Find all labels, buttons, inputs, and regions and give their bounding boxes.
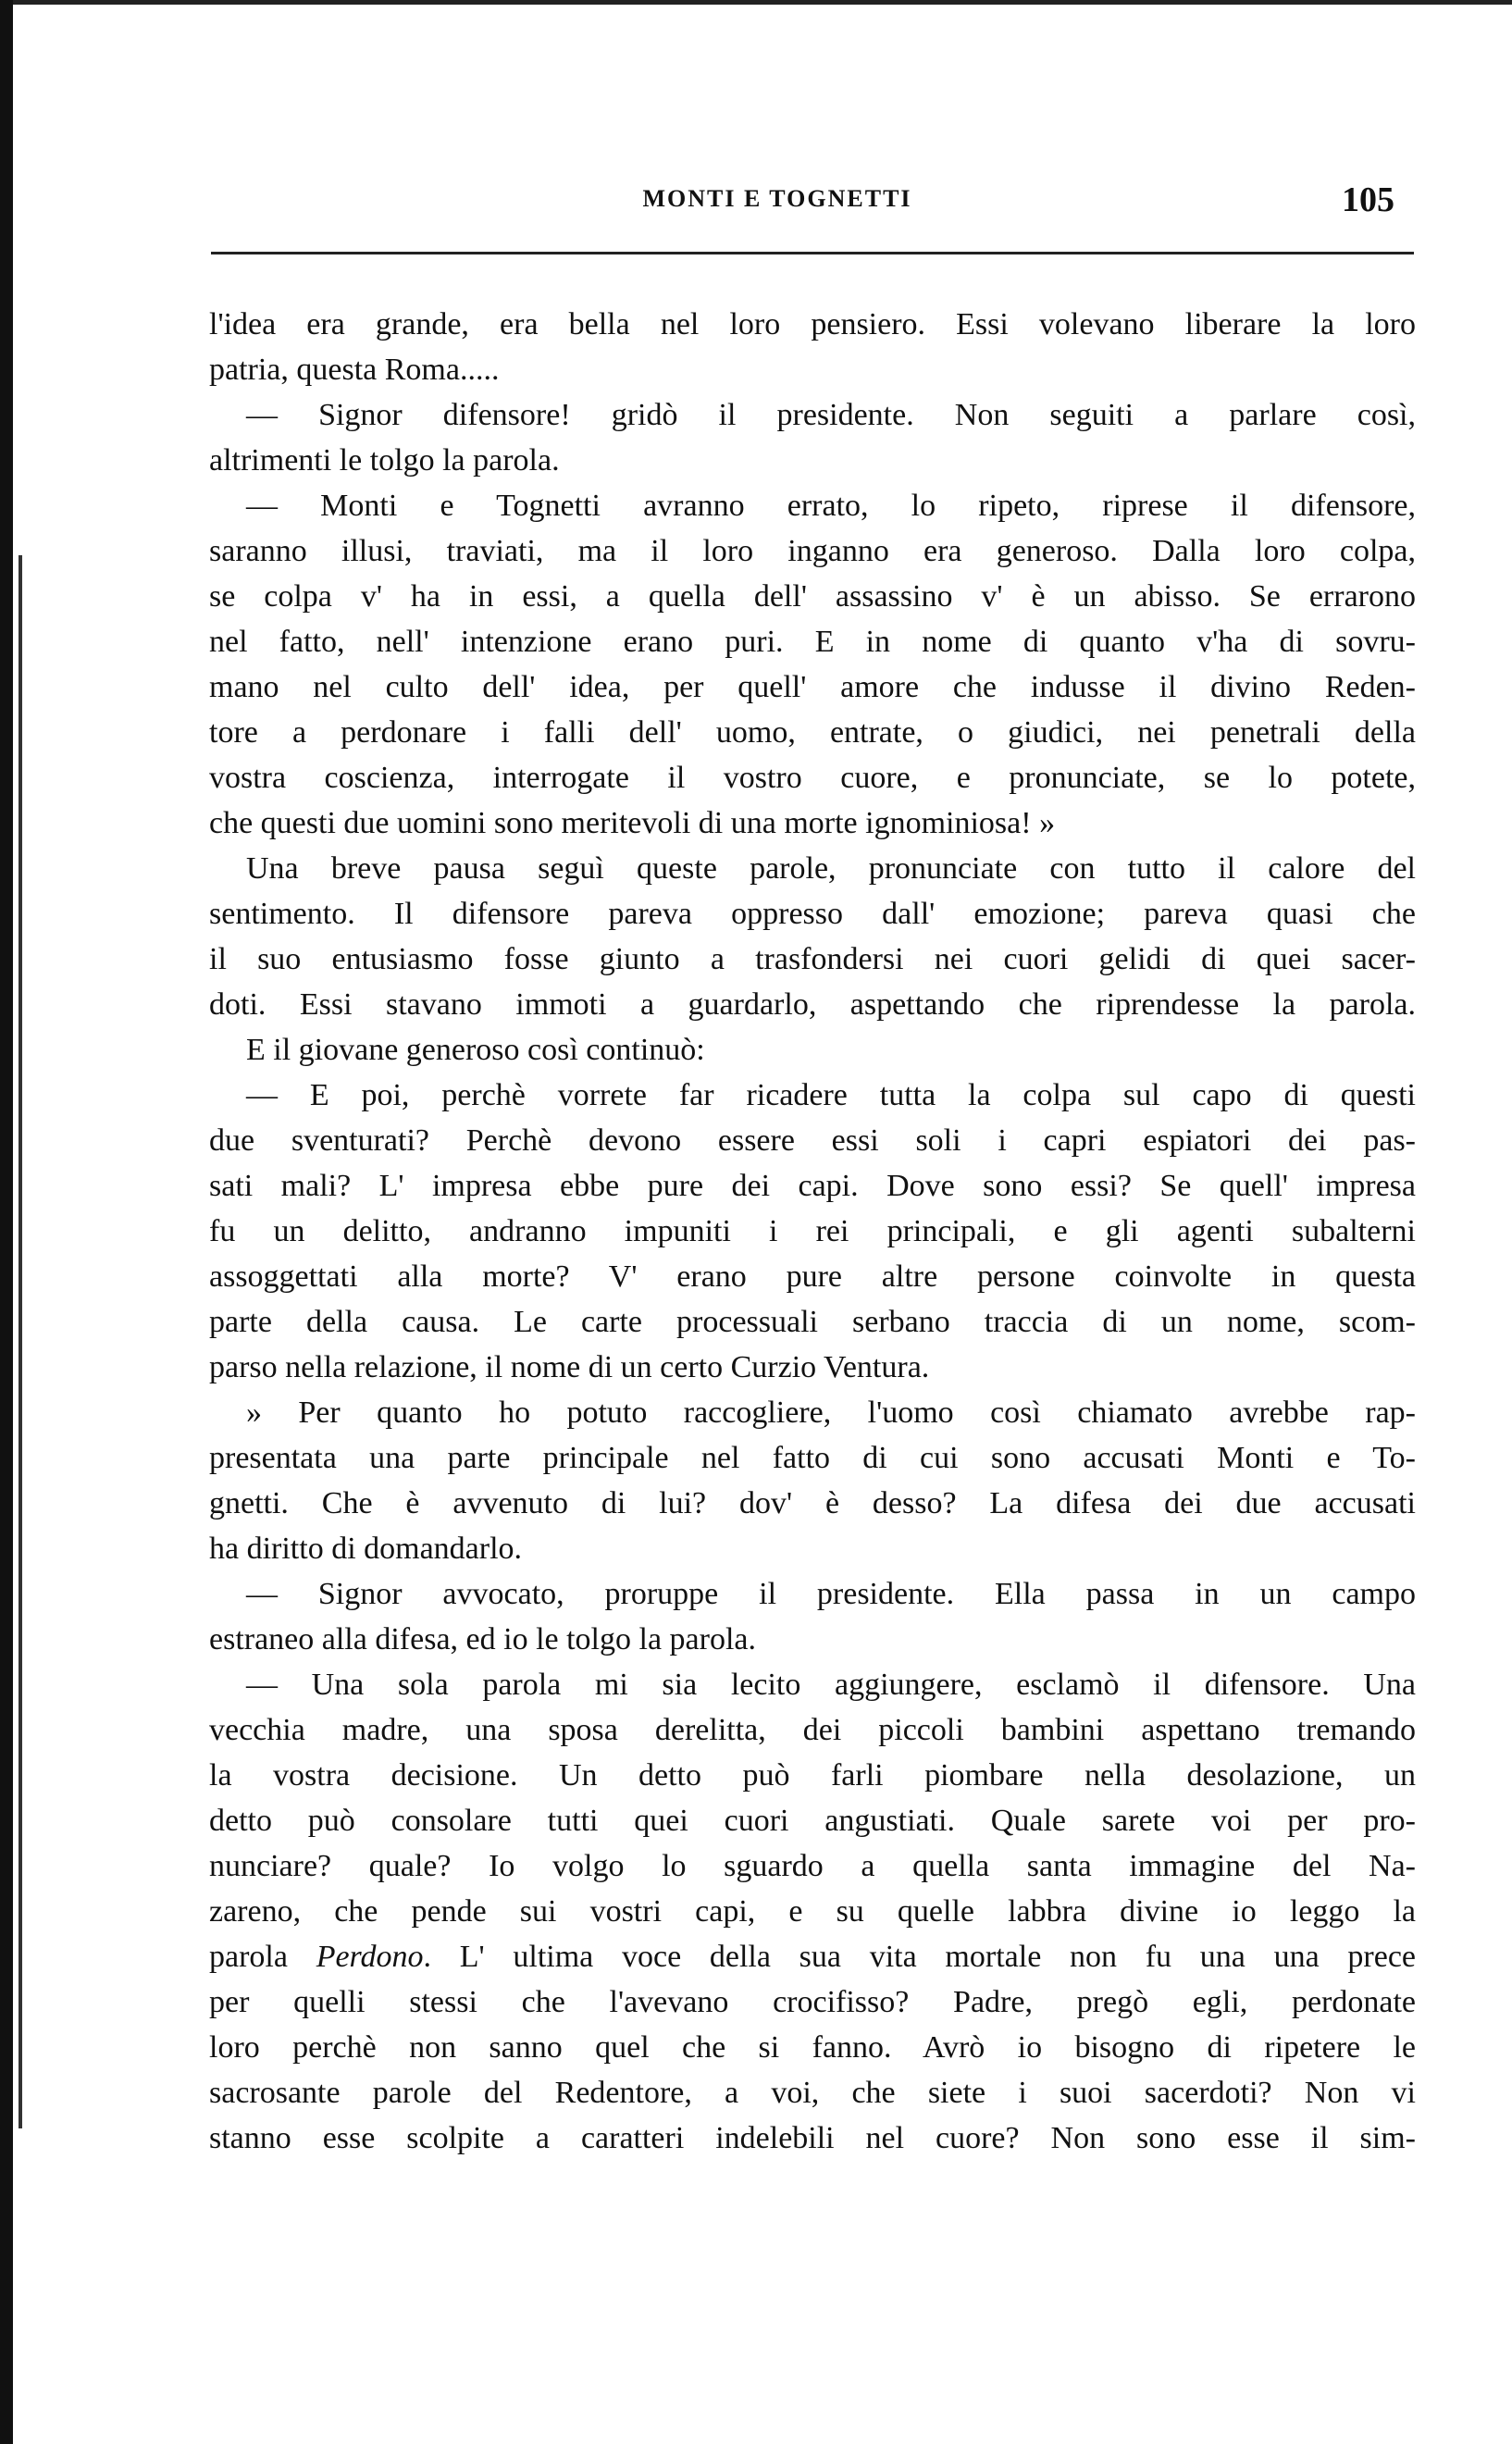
text-line: presentata una parte principale nel fatto di cui sono accusati Monti e To-: [209, 1441, 1416, 1475]
text-line: parola Perdono. L' ultima voce della sua vita mortale non fu una una prece: [209, 1940, 1417, 1974]
text-line: tore a perdonare i falli dell' uomo, entrate, o giudici, nei penetrali della: [209, 715, 1416, 750]
text-line: altrimenti le tolgo la parola.: [209, 443, 560, 478]
text-line: doti. Essi stavano immoti a guardarlo, aspettando che riprendesse la parola.: [209, 987, 1416, 1022]
text-line: vecchia madre, una sposa derelitta, dei piccoli bambini aspettano tremando: [209, 1713, 1416, 1747]
text-line: estraneo alla difesa, ed io le tolgo la parola.: [209, 1622, 756, 1656]
text-line: vostra coscienza, interrogate il vostro cuore, e pronunciate, se lo potete,: [209, 761, 1416, 795]
text-line: » Per quanto ho potuto raccogliere, l'uomo così chiamato avrebbe rap-: [246, 1396, 1416, 1430]
text-line: — Monti e Tognetti avranno errato, lo ripeto, riprese il difensore,: [246, 489, 1416, 523]
text-line: la vostra decisione. Un detto può farli piombare nella desolazione, un: [209, 1758, 1416, 1793]
text-line: se colpa v' ha in essi, a quella dell' assassino v' è un abisso. Se errarono: [209, 579, 1416, 614]
text-line: sacrosante parole del Redentore, a voi, che siete i suoi sacerdoti? Non vi: [209, 2076, 1416, 2110]
text-line: l'idea era grande, era bella nel loro pensiero. Essi volevano liberare la loro: [209, 307, 1416, 341]
scan-edge-left-inner: [19, 555, 22, 2128]
text-line: nunciare? quale? Io volgo lo sguardo a quella santa immagine del Na-: [209, 1849, 1416, 1883]
text-line: saranno illusi, traviati, ma il loro inganno era generoso. Dalla loro colpa,: [209, 534, 1416, 568]
text-line: che questi due uomini sono meritevoli di una morte ignominiosa! »: [209, 806, 1056, 840]
text-line: — E poi, perchè vorrete far ricadere tutta la colpa sul capo di questi: [246, 1078, 1416, 1112]
text-line: il suo entusiasmo fosse giunto a trasfondersi nei cuori gelidi di quei sacer-: [209, 942, 1416, 976]
text-line: parso nella relazione, il nome di un certo Curzio Ventura.: [209, 1350, 930, 1384]
text-line: sati mali? L' impresa ebbe pure dei capi. Dove sono essi? Se quell' impresa: [209, 1169, 1416, 1203]
text-line: nel fatto, nell' intenzione erano puri. E in nome di quanto v'ha di sovru-: [209, 625, 1416, 659]
page-number: 105: [1342, 180, 1394, 219]
text-line: zareno, che pende sui vostri capi, e su quelle labbra divine io leggo la: [209, 1894, 1416, 1929]
scan-edge-left: [0, 0, 13, 2444]
text-line: per quelli stessi che l'avevano crocifisso? Padre, pregò egli, perdonate: [209, 1985, 1416, 2019]
scan-edge-top: [0, 0, 1512, 9]
text-line: — Signor avvocato, proruppe il presidente. Ella passa in un campo: [246, 1577, 1416, 1611]
text-line: sentimento. Il difensore pareva oppresso dall' emozione; pareva quasi che: [209, 897, 1416, 931]
text-line: Una breve pausa seguì queste parole, pronunciate con tutto il calore del: [246, 851, 1416, 886]
text-line: ha diritto di domandarlo.: [209, 1532, 523, 1566]
running-header: MONTI E TOGNETTI: [642, 185, 912, 212]
text-line: assoggettati alla morte? V' erano pure altre persone coinvolte in questa: [209, 1259, 1416, 1294]
text-line: parte della causa. Le carte processuali serbano traccia di un nome, scom-: [209, 1305, 1416, 1339]
text-line: — Signor difensore! gridò il presidente. Non seguiti a parlare così,: [246, 398, 1416, 432]
text-line: fu un delitto, andranno impuniti i rei principali, e gli agenti subalterni: [209, 1214, 1416, 1248]
header-rule: [211, 252, 1414, 254]
italic-word: Perdono: [316, 1940, 424, 1974]
text-line: mano nel culto dell' idea, per quell' amore che indusse il divino Reden-: [209, 670, 1416, 704]
text-line: — Una sola parola mi sia lecito aggiungere, esclamò il difensore. Una: [246, 1668, 1416, 1702]
text-line: detto può consolare tutti quei cuori angustiati. Quale sarete voi per pro-: [209, 1804, 1416, 1838]
text-line: loro perchè non sanno quel che si fanno. Avrò io bisogno di ripetere le: [209, 2030, 1416, 2065]
text-line: due sventurati? Perchè devono essere essi soli i capri espiatori dei pas-: [209, 1123, 1416, 1158]
body-text: [209, 302, 1416, 2161]
text-line: E il giovane generoso così continuò:: [246, 1033, 705, 1067]
text-line: stanno esse scolpite a caratteri indelebili nel cuore? Non sono esse il sim-: [209, 2121, 1416, 2155]
text-line: gnetti. Che è avvenuto di lui? dov' è desso? La difesa dei due accusati: [209, 1486, 1416, 1520]
text-line: patria, questa Roma.....: [209, 353, 500, 387]
